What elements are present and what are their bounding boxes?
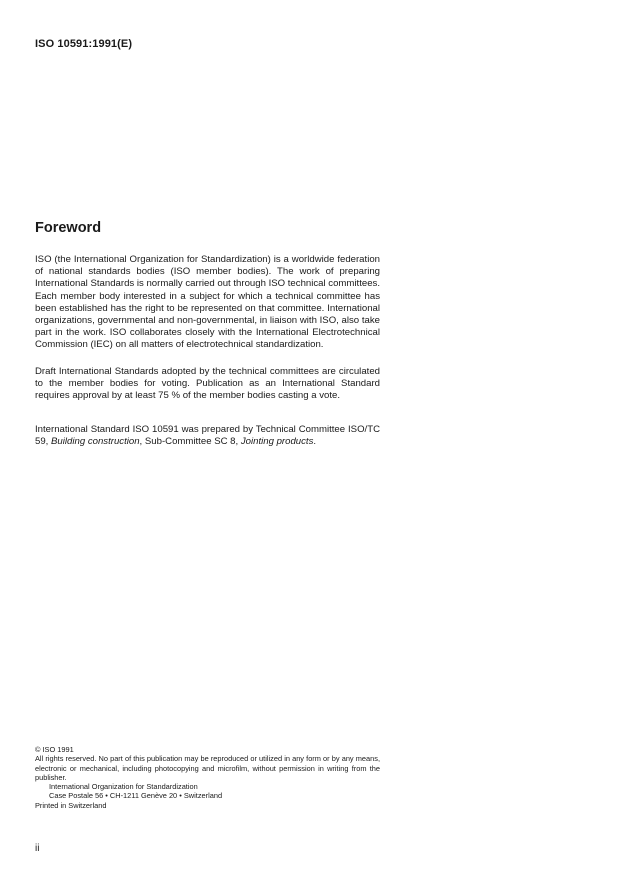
foreword-paragraph-2: Draft International Standards adopted by the technical committees are circulated to the member bodies for voting. Publication as an International Standard requires approval by at least 75 % of the member bodies casting a vote. [35, 366, 380, 402]
foreword-paragraph-3 [35, 424, 380, 448]
copyright-line: © ISO 1991 [35, 745, 74, 754]
printed-in: Printed in Switzerland [35, 800, 107, 810]
copyright-notice: All rights reserved. No part of this publication may be reproduced or utilized in any form or by any means, electronic or mechanical, including photocopying and microfilm, without permission in writing from the publisher. [35, 754, 380, 782]
organization-name: International Organization for Standardization [49, 782, 198, 792]
subcommittee-name: Jointing products [240, 436, 314, 448]
paragraph-3-middle: , Sub-Committee SC 8, [139, 436, 241, 448]
paragraph-3-end: . [313, 436, 317, 448]
foreword-paragraph-1: ISO (the International Organization for Standardization) is a worldwide federation of national standards bodies (ISO member bodies). The work of preparing International Standards is normally carried out through ISO technical committees. Each member body interested in a subject for which a technical committee has been established has the right to be represented on that committee. International organizations, governmental and non-governmental, in liaison with ISO, also take part in the work. ISO collaborates closely with the International Electrotechnical Commission (IEC) on all matters of electrotechnical standardization. [35, 254, 380, 351]
page-number: ii [35, 843, 40, 854]
foreword-title: Foreword [35, 220, 102, 236]
paragraph-3-start: International Standard ISO 10591 was prepared by Technical Committee ISO/TC 59, [35, 424, 380, 448]
copyright-block [35, 745, 380, 810]
committee-name: Building construction [51, 436, 140, 448]
document-code: ISO 10591:1991(E) [35, 38, 133, 50]
organization-address: Case Postale 56 • CH-1211 Genève 20 • Switzerland [49, 791, 223, 801]
